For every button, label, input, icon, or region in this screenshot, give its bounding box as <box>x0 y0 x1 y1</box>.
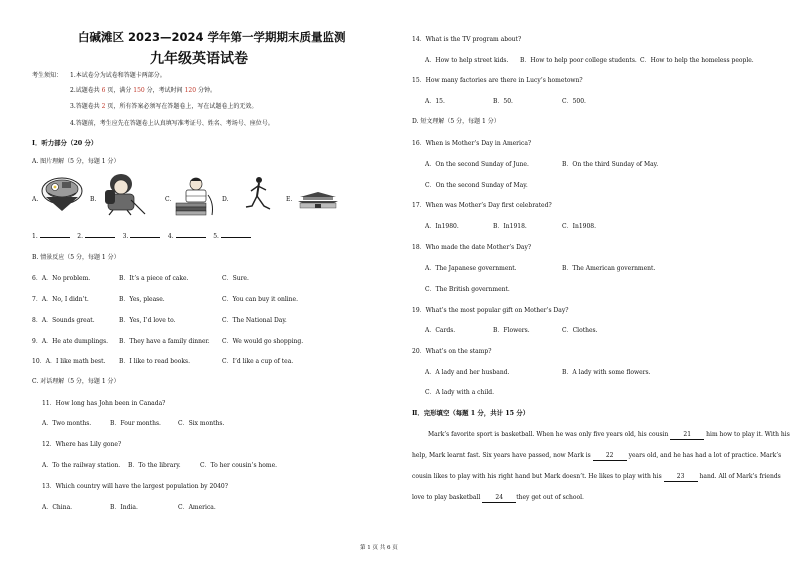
question-19-b: B．Flowers. <box>493 327 530 334</box>
exam-time: 120 <box>184 87 197 94</box>
section-1-heading: Ⅰ．听力部分（20 分） <box>32 139 98 147</box>
picture-label-a: A. <box>32 196 39 203</box>
cloze-line-1: Mark’s favorite sport is basketball. When he was only five years old, his cousin 21 him how to play it. With his <box>428 431 790 438</box>
question-16: 16．When is Mother’s Day in America? <box>412 140 532 147</box>
question-13-a: A．China. <box>42 504 73 511</box>
picture-label-c: C. <box>165 196 172 203</box>
question-19-c: C．Clothes. <box>562 327 598 334</box>
question-16-b: B．On the third Sunday of May. <box>562 161 659 168</box>
question-14-c: C．How to help the homeless people. <box>640 57 754 64</box>
question-12-a: A．To the railway station. <box>42 462 121 469</box>
question-19-a: A．Cards. <box>425 327 456 334</box>
cloze-blank-21[interactable]: 21 <box>670 431 704 440</box>
cloze-blank-23[interactable]: 23 <box>664 473 698 482</box>
answer-blank-3[interactable] <box>130 237 160 238</box>
question-18-c: C．The British government. <box>425 286 510 293</box>
question-15-c: C．500. <box>562 98 586 105</box>
question-17-c: C．In1908. <box>562 223 597 230</box>
cloze-line-4: love to play basketball 24 they get out of school. <box>412 494 584 501</box>
section-2-heading: Ⅱ．完形填空（每题 1 分，共计 15 分） <box>412 409 530 417</box>
page-footer: 第 1 页 共 6 页 <box>360 545 398 551</box>
question-14-a: A．How to help street kids. <box>425 57 509 64</box>
noodle-bowl-picture <box>40 171 84 213</box>
question-15: 15．How many factories are there in Lucy’s hometown? <box>412 77 583 84</box>
question-18: 18．Who made the date Mother’s Day? <box>412 244 532 251</box>
question-6-c: C．Sure. <box>222 275 249 282</box>
question-11-b: B．Four months. <box>110 420 161 427</box>
question-13: 13．Which country will have the largest population by 2040? <box>42 483 228 490</box>
notice-line-1: 1.本试卷分为试卷和答题卡两部分。 <box>70 72 166 79</box>
question-7: 7．A．No, I didn’t. <box>32 296 89 303</box>
question-11: 11．How long has John been in Canada? <box>42 400 166 407</box>
question-6: 6．A．No problem. <box>32 275 91 282</box>
question-8: 8．A．Sounds great. <box>32 317 95 324</box>
notice-line-2: 2.试题卷共 6 页，满分 150 分，考试时间 120 分钟。 <box>70 87 216 94</box>
tiananmen-picture <box>294 191 342 209</box>
question-12-b: B．To the library. <box>128 462 181 469</box>
question-10-b: B．I like to read books. <box>119 358 190 365</box>
cloze-blank-22[interactable]: 22 <box>593 452 627 461</box>
answer-sheet-pages: 2 <box>101 103 106 110</box>
question-9-c: C．We would go shopping. <box>222 338 304 345</box>
part-b-heading: B. 情景反应（5 分，每题 1 分） <box>32 254 120 261</box>
part-c-heading: C. 对话理解（5 分，每题 1 分） <box>32 378 120 385</box>
answer-blank-5[interactable] <box>221 237 251 238</box>
question-12-c: C．To her cousin’s home. <box>200 462 278 469</box>
question-12: 12．Where has Lily gone? <box>42 441 122 448</box>
picture-answer-blanks: 1. 2. 3. 4. 5. <box>32 233 251 241</box>
part-d-heading: D. 短文理解（5 分，每题 1 分） <box>412 118 500 125</box>
question-15-b: B．50. <box>493 98 513 105</box>
question-7-c: C．You can buy it online. <box>222 296 298 303</box>
cloze-line-2: help, Mark learnt fast. Six years have passed, now Mark is 22 years old, and he has had a lot of practice. Mark’s <box>412 452 782 459</box>
question-16-c: C．On the second Sunday of May. <box>425 182 528 189</box>
picture-label-e: E. <box>286 196 293 203</box>
answer-blank-4[interactable] <box>176 237 206 238</box>
question-14: 14．What is the TV program about? <box>412 36 522 43</box>
question-10-c: C．I’d like a cup of tea. <box>222 358 294 365</box>
question-7-b: B．Yes, please. <box>119 296 165 303</box>
notice-label: 考生须知： <box>32 72 63 79</box>
picture-label-b: B. <box>90 196 97 203</box>
running-girl-picture <box>244 176 272 216</box>
question-17: 17．When was Mother’s Day first celebrated? <box>412 202 552 209</box>
exam-subtitle: 九年级英语试卷 <box>150 51 248 67</box>
question-9: 9．A．He ate dumplings. <box>32 338 109 345</box>
answer-blank-1[interactable] <box>40 237 70 238</box>
full-score: 150 <box>133 87 145 94</box>
question-20-c: C．A lady with a child. <box>425 389 494 396</box>
cloze-blank-24[interactable]: 24 <box>482 494 516 503</box>
notice-line-3: 3.答题卷共 2 页，所有答案必须写在答题卷上，写在试题卷上的无效。 <box>70 103 258 110</box>
cloze-line-3: cousin likes to play with his right hand but Mark doesn’t. He likes to play with his 23 hand. All of Mark’s friends <box>412 473 781 480</box>
boy-reading-picture <box>172 175 218 219</box>
question-17-a: A．In1980. <box>425 223 459 230</box>
exam-title: 白碱滩区 2023—2024 学年第一学期期末质量监测 <box>78 30 346 44</box>
answer-blank-2[interactable] <box>85 237 115 238</box>
question-11-c: C．Six months. <box>178 420 225 427</box>
girl-with-backpack-picture <box>97 170 147 216</box>
picture-label-d: D. <box>222 196 229 203</box>
question-19: 19．What’s the most popular gift on Mother’s Day? <box>412 307 569 314</box>
question-8-b: B．Yes, I’d love to. <box>119 317 176 324</box>
notice-line-4: 4.答题前，考生应先在答题卷上认真填写准考证号、姓名、考场号、座位号。 <box>70 120 274 127</box>
question-14-b: B．How to help poor college students. <box>520 57 637 64</box>
question-6-b: B．It’s a piece of cake. <box>119 275 189 282</box>
part-a-heading: A. 图片理解（5 分，每题 1 分） <box>32 158 120 165</box>
question-18-b: B．The American government. <box>562 265 656 272</box>
question-20-b: B．A lady with some flowers. <box>562 369 651 376</box>
question-20-a: A．A lady and her husband. <box>425 369 510 376</box>
question-8-c: C．The National Day. <box>222 317 287 324</box>
question-18-a: A．The Japanese government. <box>425 265 517 272</box>
question-11-a: A．Two months. <box>42 420 92 427</box>
question-16-a: A．On the second Sunday of June. <box>425 161 529 168</box>
question-15-a: A．15. <box>425 98 445 105</box>
page-count: 6 <box>101 87 106 94</box>
question-20: 20．What’s on the stamp? <box>412 348 492 355</box>
question-10: 10．A．I like math best. <box>32 358 106 365</box>
question-13-b: B．India. <box>110 504 138 511</box>
question-9-b: B．They have a family dinner. <box>119 338 210 345</box>
question-13-c: C．America. <box>178 504 216 511</box>
question-17-b: B．In1918. <box>493 223 527 230</box>
